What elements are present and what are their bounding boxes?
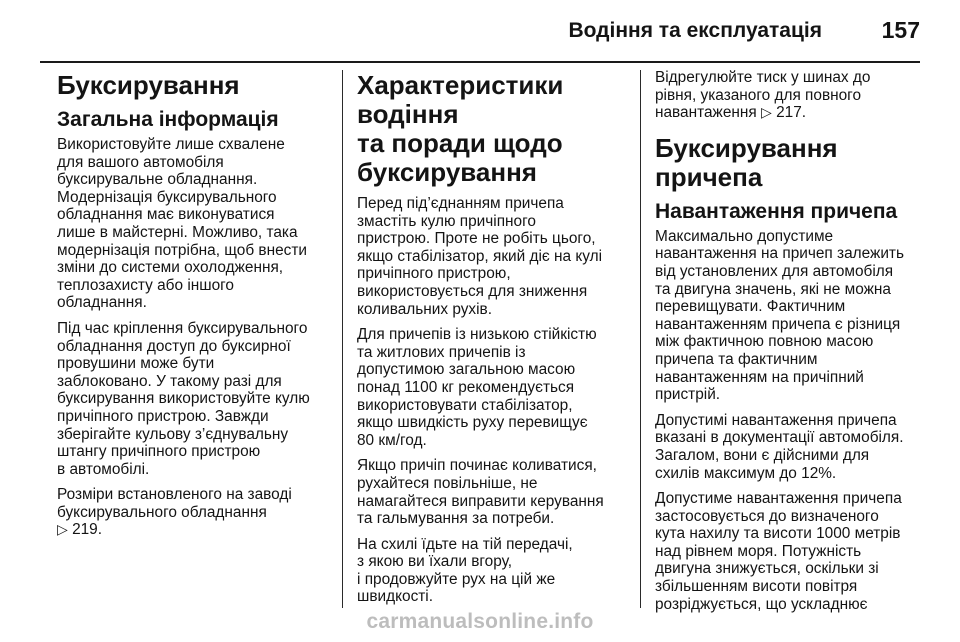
trailer-load-paragraph-2: Допустимі навантаження причепа вказані в документації автомобіля. Загалом, вони є дійсними для схилів максимум до 12%. [655, 411, 904, 482]
driving-tips-paragraph-2: Для причепів із низькою стійкістю та житлових причепів із допустимою загальною масою понад 1100 кг рекомендується використовувати стабілізатор, якщо швидкість руху перевищує 80 км/год. [357, 326, 597, 449]
column-1 [57, 69, 327, 547]
header-rule [40, 61, 920, 63]
column-3 [655, 69, 925, 621]
section-title: Водіння та експлуатація [568, 19, 822, 42]
driving-tips-paragraph-3: Якщо причіп починає коливатися, рухайтеся повільніше, не намагайтеся виправити керування та гальмування за потреби. [357, 457, 604, 528]
column-2 [357, 69, 622, 614]
column-divider-1 [342, 70, 343, 608]
trailer-load-paragraph-3: Допустиме навантаження причепа застосовується до визначеного кута нахилу та висоти 1000 метрів над рівнем моря. Потужність двигуна знижується, оскільки зі збільшенням висоти повітря розріджується, що ускладнює [655, 490, 902, 613]
towing-heading: Буксирування [57, 70, 240, 100]
general-info-heading: Загальна інформація [57, 108, 279, 131]
trailer-load-heading: Навантаження причепа [655, 199, 898, 223]
trailer-towing-heading: Буксирування причепа [655, 132, 838, 192]
general-info-paragraph-3 [57, 486, 327, 539]
page-header [40, 14, 920, 48]
driving-tips-paragraph-1: Перед під’єднанням причепа змастіть кулю причіпного пристрою. Проте не робіть цього, якщо стабілізатор, який діє на кулі причіпного пристрою, використовується для зниження коливальних рухів. [357, 195, 603, 318]
page-reference-link[interactable]: 219. [72, 521, 103, 539]
tyre-pressure-text: Відрегулюйте тиск у шинах до рівня, указаного для повного навантаження [655, 69, 871, 122]
driving-tips-paragraph-4: На схилі їдьте на тій передачі, з якою ви їхали вгору, і продовжуйте рух на цій же швидкості. [357, 535, 573, 606]
watermark: carmanualsonline.info [366, 610, 594, 633]
page-reference-icon: ▷ [761, 104, 772, 121]
page-reference-link[interactable]: 217. [776, 104, 807, 122]
page-reference-icon: ▷ [57, 521, 68, 538]
tyre-pressure-paragraph [655, 69, 925, 122]
page-number: 157 [881, 17, 920, 43]
general-info-paragraph-2: Під час кріплення буксирувального обладнання доступ до буксирної провушини може бути заблоковано. У такому разі для буксирування використовуйте кулю причіпного пристрою. Завжди зберігайте кульову з’єднувальну штангу причіпного пристрою в автомобілі. [57, 319, 310, 478]
driving-tips-heading: Характеристики водіння та поради щодо буксирування [357, 70, 564, 187]
general-info-paragraph-1: Використовуйте лише схвалене для вашого автомобіля буксирувальне обладнання. Модернізація буксирувального обладнання має виконуватися лише в майстерні. Можливо, така модернізація потрібна, щоб внести зміни до системи охолодження, теплозахисту або іншого обладнання. [57, 136, 308, 312]
dimensions-text: Розміри встановленого на заводі буксирувального обладнання [57, 486, 292, 521]
column-divider-2 [640, 70, 641, 608]
trailer-load-paragraph-1: Максимально допустиме навантаження на причеп залежить від установлених для автомобіля та двигуна значень, які не можна перевищувати. Фактичним навантаженням причепа є різниця між фактичною повною масою причепа та фактичним навантаженням на причіпний пристрій. [655, 227, 904, 404]
